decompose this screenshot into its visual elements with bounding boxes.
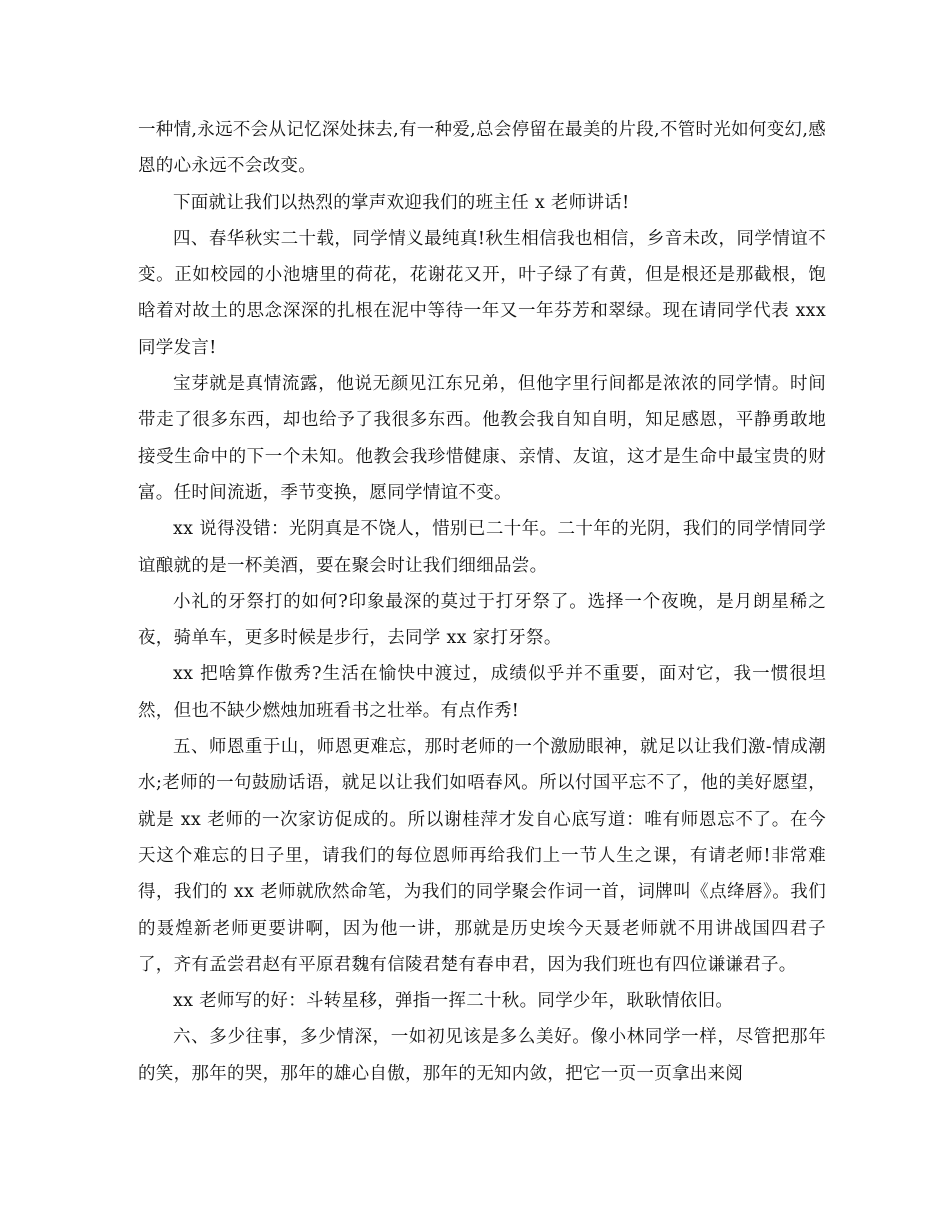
paragraph: 小礼的牙祭打的如何?印象最深的莫过于打牙祭了。选择一个夜晚，是月朗星稀之夜，骑单车，更多时候是步行，去同学 xx 家打牙祭。 bbox=[138, 591, 826, 649]
paragraph: 六、多少往事，多少情深，一如初见该是多么美好。像小林同学一样，尽管把那年的笑，那年的哭，那年的雄心自傲，那年的无知内敛，把它一页一页拿出来阅 bbox=[138, 1027, 826, 1084]
paragraph: 四、春华秋实二十载，同学情义最纯真!秋生相信我也相信，乡音未改，同学情谊不变。正如校园的小池塘里的荷花，花谢花又开，叶子绿了有黄，但是根还是那截根，饱晗着对故土的思念深深的扎根在泥中等待一年又一年芬芳和翠绿。现在请同学代表 xxx 同学发言! bbox=[138, 228, 826, 358]
document-body bbox=[138, 112, 826, 1092]
paragraph: 下面就让我们以热烈的掌声欢迎我们的班主任 x 老师讲话! bbox=[173, 192, 630, 213]
paragraph: 一种情,永远不会从记忆深处抹去,有一种爱,总会停留在最美的片段,不管时光如何变幻,感恩的心永远不会改变。 bbox=[138, 120, 826, 177]
paragraph: xx 把啥算作傲秀?生活在愉快中渡过，成绩似乎并不重要，面对它，我一惯很坦然，但也不缺少燃烛加班看书之壮举。有点作秀! bbox=[138, 664, 826, 721]
paragraph: 五、师恩重于山，师恩更难忘，那时老师的一个激励眼神，就足以让我们激-情成潮水;老师的一句鼓励话语，就足以让我们如唔春风。所以付国平忘不了，他的美好愿望，就是 xx 老师的一次家访促成的。所以谢桂萍才发自心底写道：唯有师恩忘不了。在今天这个难忘的日子里，请我们的每位恩师再给我们上一节人生之课，有请老师!非常难得，我们的 xx 老师就欣然命笔，为我们的同学聚会作词一首，词牌叫《点绛唇》。我们的聂煌新老师更要讲啊，因为他一讲，那就是历史埃今天聂老师就不用讲战国四君子了，齐有孟尝君赵有平原君魏有信陵君楚有春申君，因为我们班也有四位谦谦君子。 bbox=[138, 737, 826, 975]
paragraph: 宝芽就是真情流露，他说无颜见江东兄弟，但他字里行间都是浓浓的同学情。时间带走了很多东西，却也给予了我很多东西。他教会我自知自明，知足感恩，平静勇敢地接受生命中的下一个未知。他教会我珍惜健康、亲情、友谊，这才是生命中最宝贵的财富。任时间流逝，季节变换，愿同学情谊不变。 bbox=[138, 374, 826, 503]
paragraph: xx 老师写的好：斗转星移，弹指一挥二十秋。同学少年，耿耿情依旧。 bbox=[173, 991, 734, 1012]
paragraph: xx 说得没错：光阴真是不饶人，惜别已二十年。二十年的光阴，我们的同学情同学谊酿就的是一杯美酒，要在聚会时让我们细细品尝。 bbox=[138, 519, 826, 576]
